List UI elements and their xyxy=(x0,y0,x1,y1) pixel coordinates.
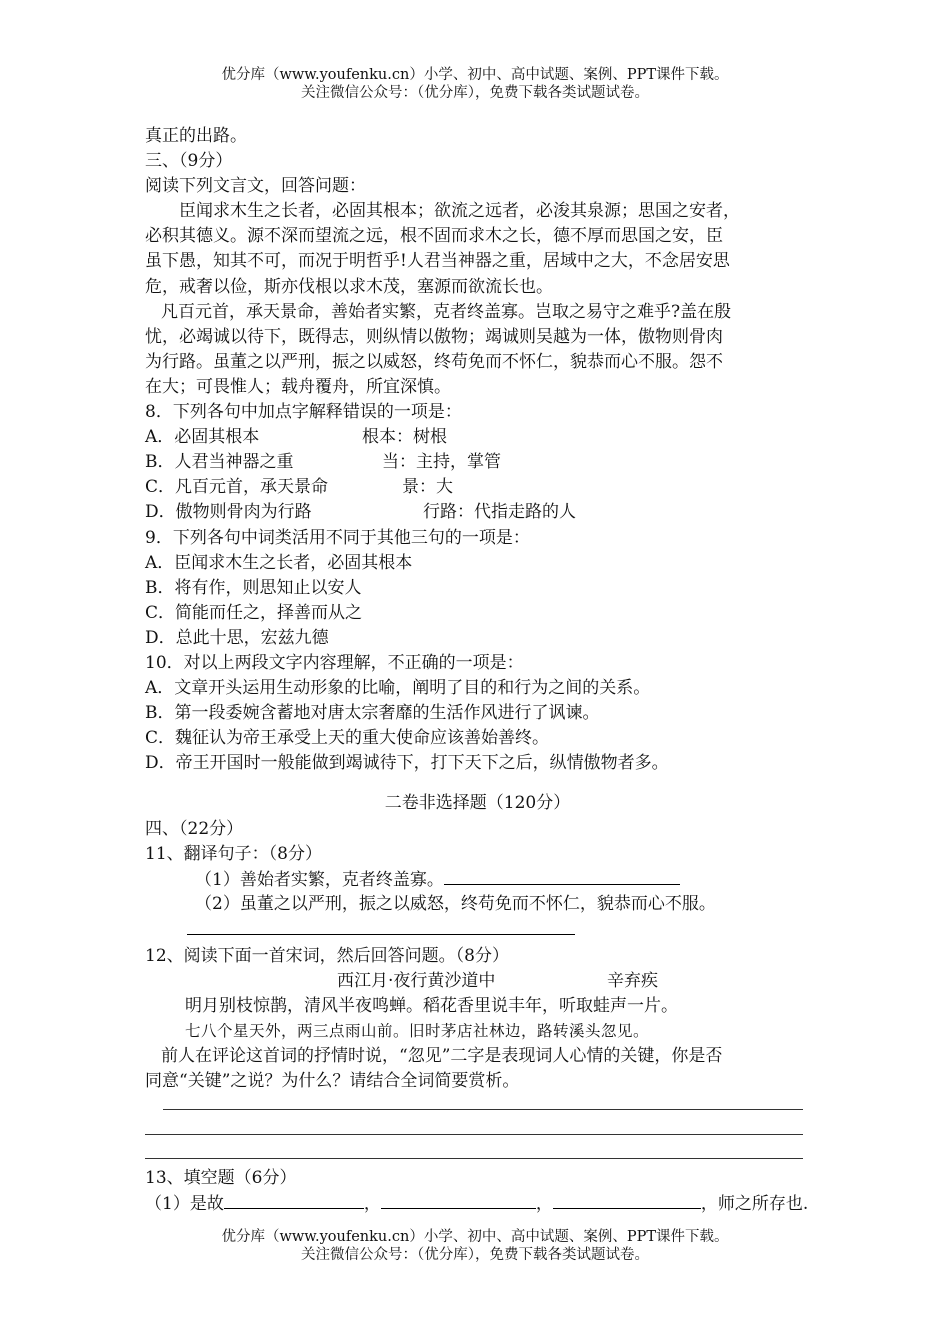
q8-option-a xyxy=(145,425,810,450)
section-3-heading: 三、（9分） xyxy=(145,151,233,172)
answer-blank[interactable] xyxy=(444,867,680,885)
q13-prefix: （1）是故 xyxy=(145,1193,224,1214)
q10-option-c: C．魏征认为帝王承受上天的重大使命应该善始善终。 xyxy=(145,728,550,749)
footer-line-1: 优分库（www.youfenku.cn）小学、初中、高中试题、案例、PPT课件下载。 xyxy=(221,1229,729,1245)
poem-stanza-1: 明月别枝惊鹊，清风半夜鸣蝉。稻花香里说丰年，听取蛙声一片。 xyxy=(185,996,678,1017)
answer-blank[interactable] xyxy=(187,917,575,935)
section-4-heading: 四、（22分） xyxy=(145,818,244,839)
footer-line-2: 关注微信公众号：（优分库），免费下载各类试题试卷。 xyxy=(301,1247,649,1263)
q10-option-b: B．第一段委婉含蓄地对唐太宗奢靡的生活作风进行了讽谏。 xyxy=(145,703,600,724)
question-9: 9．下列各句中词类活用不同于其他三句的一项是： xyxy=(145,527,530,548)
q8-option-b xyxy=(145,450,810,475)
passage-line: 忧，必竭诚以待下，既得志，则纵情以傲物；竭诚则吴越为一体，傲物则骨肉 xyxy=(145,326,723,347)
q8-option-text: D．傲物则骨肉为行路 xyxy=(145,502,312,523)
q9-option-c: C．简能而任之，择善而从之 xyxy=(145,602,363,623)
passage-line: 在大；可畏惟人；载舟覆舟，所宜深慎。 xyxy=(145,376,451,397)
question-13: 13、填空题（6分） xyxy=(145,1167,297,1188)
passage-line: 必积其德义。源不深而望流之远，根不固而求木之长，德不厚而思国之安，臣 xyxy=(145,226,723,247)
passage-line: 臣闻求木生之长者，必固其根本；欲流之远者，必浚其泉源；思国之安者， xyxy=(179,201,740,222)
poem-title: 西江月·夜行黄沙道中 xyxy=(337,971,496,992)
q13-suffix: ，师之所存也. xyxy=(700,1193,809,1214)
answer-blank[interactable] xyxy=(553,1191,701,1209)
answer-blank[interactable] xyxy=(381,1191,536,1209)
poem-stanza-2: 七八个星天外，两三点雨山前。旧时茅店社林边，路转溪头忽见。 xyxy=(185,1022,650,1041)
question-12: 12、阅读下面一首宋词，然后回答问题。（8分） xyxy=(145,946,509,966)
q8-option-gloss: 当：主持，掌管 xyxy=(382,452,501,473)
q10-option-a: A．文章开头运用生动形象的比喻，阐明了目的和行为之间的关系。 xyxy=(145,678,651,699)
q8-option-text: B．人君当神器之重 xyxy=(145,452,294,473)
text-line: 真正的出路。 xyxy=(145,126,247,146)
q8-option-d xyxy=(145,500,810,525)
q12-prompt-line-1: 前人在评论这首词的抒情时说，“忽见”二字是表现词人心情的关键，你是否 xyxy=(161,1046,723,1067)
q8-option-c xyxy=(145,475,810,500)
poem-title-line xyxy=(145,969,810,994)
header-line-2: 关注微信公众号：（优分库），免费下载各类试题试卷。 xyxy=(301,85,649,101)
q13-separator: ， xyxy=(535,1193,553,1214)
q13-separator: ， xyxy=(363,1193,381,1214)
header-line-1: 优分库（www.youfenku.cn）小学、初中、高中试题、案例、PPT课件下载。 xyxy=(221,67,729,83)
passage-line: 为行路。虽董之以严刑，振之以威怒，终苟免而不怀仁，貌恭而心不服。怨不 xyxy=(145,351,723,372)
q8-option-text: C．凡百元首，承天景命 xyxy=(145,477,329,498)
q12-prompt-line-2: 同意“关键”之说？为什么？请结合全词简要赏析。 xyxy=(145,1071,520,1092)
q11-item-1-text: （1）善始者实繁，克者终盖寡。 xyxy=(195,869,444,890)
page-footer xyxy=(0,1228,950,1264)
exam-content xyxy=(145,124,810,1216)
q9-option-d: D．总此十思，宏兹九德 xyxy=(145,627,329,648)
passage-line: 凡百元首，承天景命，善始者实繁，克者终盖寡。岂取之易守之难乎?盖在殷 xyxy=(161,301,732,322)
q11-item-2: （2）虽董之以严刑，振之以威怒，终苟免而不怀仁，貌恭而心不服。 xyxy=(195,893,716,914)
poem-author: 辛弃疾 xyxy=(607,971,658,992)
passage-line: 危，戒奢以俭，斯亦伐根以求木茂，塞源而欲流长也。 xyxy=(145,276,553,297)
answer-blank[interactable] xyxy=(224,1191,364,1209)
question-8: 8．下列各句中加点字解释错误的一项是： xyxy=(145,402,462,423)
q8-option-gloss: 景：大 xyxy=(402,477,453,498)
q8-option-gloss: 根本：树根 xyxy=(362,427,447,448)
q11-item-2-answer xyxy=(145,917,810,942)
q8-option-gloss: 行路：代指走路的人 xyxy=(423,502,576,523)
passage-paragraph-1 xyxy=(145,199,810,299)
q11-item-1 xyxy=(145,867,810,892)
page-header xyxy=(0,66,950,102)
q9-option-b: B．将有作，则思知止以安人 xyxy=(145,577,362,598)
q10-option-d: D．帝王开国时一般能做到竭诚待下，打下天下之后，纵情傲物者多。 xyxy=(145,753,669,774)
q13-item-1 xyxy=(145,1191,810,1216)
passage-line: 虽下愚，知其不可，而况于明哲乎!人君当神器之重，居域中之大，不念居安思 xyxy=(145,251,730,272)
reading-instruction: 阅读下列文言文，回答问题： xyxy=(145,176,366,197)
q9-option-a: A．臣闻求木生之长者，必固其根本 xyxy=(145,552,413,573)
question-11: 11、翻译句子：（8分） xyxy=(145,843,322,864)
question-10: 10．对以上两段文字内容理解，不正确的一项是： xyxy=(145,652,524,673)
part-2-title: 二卷非选择题（120分） xyxy=(384,793,571,814)
passage-paragraph-2 xyxy=(145,300,810,400)
q8-option-text: A．必固其根本 xyxy=(145,427,260,448)
